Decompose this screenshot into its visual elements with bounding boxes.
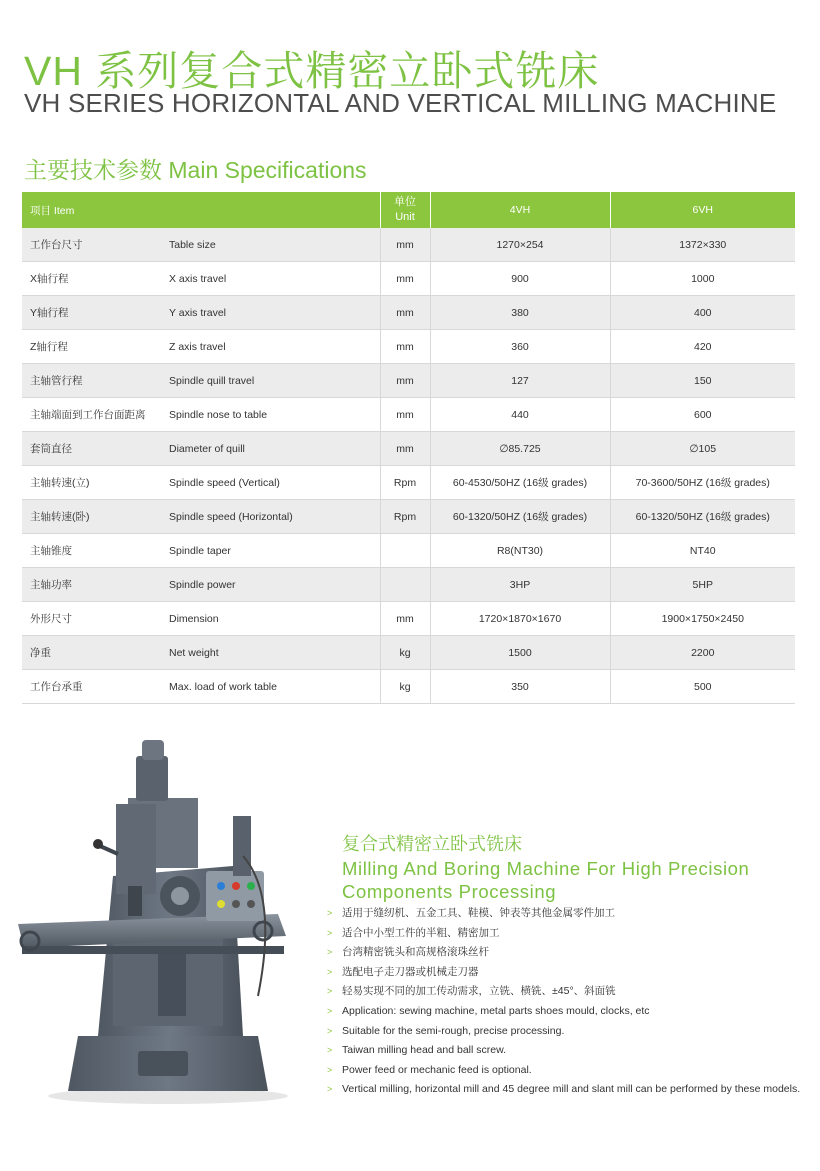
cell-6vh: 600 <box>610 398 795 432</box>
list-item <box>327 1080 805 1100</box>
table-row <box>22 534 795 568</box>
feature-text: Suitable for the semi-rough, precise processing. <box>342 1024 565 1037</box>
cell-6vh: 60-1320/50HZ (16级 grades) <box>610 500 795 534</box>
table-row <box>22 568 795 602</box>
cell-unit: mm <box>380 228 430 262</box>
page-title-en: VH SERIES HORIZONTAL AND VERTICAL MILLING MACHINE <box>24 88 777 118</box>
cell-item-en: X axis travel <box>167 262 380 296</box>
specs-table <box>22 192 795 704</box>
table-row <box>22 500 795 534</box>
cell-item-en: Max. load of work table <box>167 670 380 704</box>
cell-item-en: Spindle taper <box>167 534 380 568</box>
header-unit-cn: 单位 <box>394 196 416 208</box>
feature-text: Application: sewing machine, metal parts shoes mould, clocks, etc <box>342 1004 650 1017</box>
header-item: 项目 Item <box>22 192 380 228</box>
cell-unit: Rpm <box>380 466 430 500</box>
bullet-chevron-icon: > <box>327 966 333 977</box>
cell-item-en: Spindle nose to table <box>167 398 380 432</box>
cell-6vh: 500 <box>610 670 795 704</box>
cell-item-cn: 主轴锥度 <box>22 534 167 568</box>
cell-item-cn: 主轴转速(卧) <box>22 500 167 534</box>
cell-4vh: ∅85.725 <box>430 432 610 466</box>
cell-4vh: 380 <box>430 296 610 330</box>
description-title-en: Milling And Boring Machine For High Precision Components Processing <box>342 858 750 902</box>
list-item <box>327 904 805 924</box>
bullet-chevron-icon: > <box>327 1045 333 1056</box>
cell-6vh: 1900×1750×2450 <box>610 602 795 636</box>
cell-4vh: 440 <box>430 398 610 432</box>
cell-item-en: Net weight <box>167 636 380 670</box>
cell-6vh: 400 <box>610 296 795 330</box>
feature-text: 适用于缝纫机、五金工具、鞋模、钟表等其他金属零件加工 <box>342 907 615 919</box>
cell-4vh: 1500 <box>430 636 610 670</box>
table-row <box>22 398 795 432</box>
cell-6vh: 70-3600/50HZ (16级 grades) <box>610 466 795 500</box>
feature-list <box>327 904 805 1100</box>
cell-4vh: 60-1320/50HZ (16级 grades) <box>430 500 610 534</box>
cell-item-en: Spindle speed (Horizontal) <box>167 500 380 534</box>
cell-item-cn: Z轴行程 <box>22 330 167 364</box>
cell-item-cn: Y轴行程 <box>22 296 167 330</box>
cell-item-en: Table size <box>167 228 380 262</box>
cell-unit: mm <box>380 296 430 330</box>
specs-heading: 主要技术参数 Main Specifications <box>24 157 367 183</box>
table-row <box>22 602 795 636</box>
cell-unit: kg <box>380 636 430 670</box>
table-row <box>22 228 795 262</box>
feature-text: Power feed or mechanic feed is optional. <box>342 1063 532 1076</box>
cell-6vh: NT40 <box>610 534 795 568</box>
cell-4vh: 900 <box>430 262 610 296</box>
cell-4vh: 1720×1870×1670 <box>430 602 610 636</box>
cell-unit: mm <box>380 364 430 398</box>
milling-machine-image <box>18 736 318 1106</box>
cell-item-en: Spindle power <box>167 568 380 602</box>
cell-item-en: Diameter of quill <box>167 432 380 466</box>
feature-text: 轻易实现不同的加工传动需求，立铣、横铣、±45°、斜面铣 <box>342 985 616 998</box>
header-unit-en: Unit <box>395 211 415 223</box>
cell-item-en: Spindle quill travel <box>167 364 380 398</box>
cell-item-en: Spindle speed (Vertical) <box>167 466 380 500</box>
header-model-6vh: 6VH <box>610 192 795 228</box>
cell-4vh: 360 <box>430 330 610 364</box>
cell-6vh: 1000 <box>610 262 795 296</box>
bullet-chevron-icon: > <box>327 947 333 958</box>
cell-item-cn: 主轴转速(立) <box>22 466 167 500</box>
cell-item-en: Y axis travel <box>167 296 380 330</box>
cell-4vh: R8(NT30) <box>430 534 610 568</box>
cell-6vh: 150 <box>610 364 795 398</box>
header-model-4vh: 4VH <box>430 192 610 228</box>
specs-header-row <box>22 192 795 228</box>
feature-text: Taiwan milling head and ball screw. <box>342 1044 507 1057</box>
feature-text: Vertical milling, horizontal mill and 45 degree mill and slant mill can be performed by these models. <box>342 1083 801 1096</box>
table-row <box>22 364 795 398</box>
cell-item-cn: 主轴管行程 <box>22 364 167 398</box>
cell-unit: mm <box>380 432 430 466</box>
table-row <box>22 262 795 296</box>
feature-text: 选配电子走刀器或机械走刀器 <box>342 965 479 978</box>
table-row <box>22 636 795 670</box>
cell-item-cn: 套筒直径 <box>22 432 167 466</box>
cell-4vh: 350 <box>430 670 610 704</box>
table-row <box>22 296 795 330</box>
page-title-cn: VH 系列复合式精密立卧式铣床 <box>24 48 600 94</box>
cell-unit <box>380 568 430 602</box>
cell-item-cn: X轴行程 <box>22 262 167 296</box>
header-unit <box>380 192 430 228</box>
cell-4vh: 3HP <box>430 568 610 602</box>
cell-6vh: ∅105 <box>610 432 795 466</box>
list-item <box>327 963 805 983</box>
cell-item-cn: 外形尺寸 <box>22 602 167 636</box>
table-row <box>22 432 795 466</box>
list-item <box>327 982 805 1002</box>
cell-unit: kg <box>380 670 430 704</box>
cell-item-cn: 工作台承重 <box>22 670 167 704</box>
bullet-chevron-icon: > <box>327 927 333 938</box>
bullet-chevron-icon: > <box>327 1025 333 1036</box>
cell-item-en: Z axis travel <box>167 330 380 364</box>
cell-item-cn: 净重 <box>22 636 167 670</box>
table-row <box>22 466 795 500</box>
cell-6vh: 5HP <box>610 568 795 602</box>
cell-item-cn: 工作台尺寸 <box>22 228 167 262</box>
specs-body <box>22 228 795 704</box>
list-item <box>327 924 805 944</box>
bullet-chevron-icon: > <box>327 1084 333 1095</box>
cell-item-cn: 主轴端面到工作台面距离 <box>22 398 167 432</box>
cell-6vh: 420 <box>610 330 795 364</box>
cell-4vh: 127 <box>430 364 610 398</box>
cell-unit: mm <box>380 398 430 432</box>
cell-6vh: 2200 <box>610 636 795 670</box>
cell-4vh: 1270×254 <box>430 228 610 262</box>
cell-item-en: Dimension <box>167 602 380 636</box>
table-row <box>22 330 795 364</box>
description-title-cn: 复合式精密立卧式铣床 <box>342 834 522 854</box>
bullet-chevron-icon: > <box>327 908 333 918</box>
cell-unit: mm <box>380 262 430 296</box>
cell-item-cn: 主轴功率 <box>22 568 167 602</box>
list-item <box>327 1041 805 1061</box>
cell-unit: Rpm <box>380 500 430 534</box>
list-item <box>327 1002 805 1022</box>
feature-text: 适合中小型工件的半粗、精密加工 <box>342 926 500 939</box>
feature-text: 台湾精密铣头和高规格滚珠丝杆 <box>342 946 489 959</box>
list-item <box>327 943 805 963</box>
bullet-chevron-icon: > <box>327 986 333 997</box>
bullet-chevron-icon: > <box>327 1064 333 1075</box>
cell-unit: mm <box>380 602 430 636</box>
table-row <box>22 670 795 704</box>
bullet-chevron-icon: > <box>327 1005 333 1016</box>
cell-6vh: 1372×330 <box>610 228 795 262</box>
cell-unit <box>380 534 430 568</box>
cell-4vh: 60-4530/50HZ (16级 grades) <box>430 466 610 500</box>
list-item <box>327 1061 805 1081</box>
list-item <box>327 1022 805 1042</box>
cell-unit: mm <box>380 330 430 364</box>
